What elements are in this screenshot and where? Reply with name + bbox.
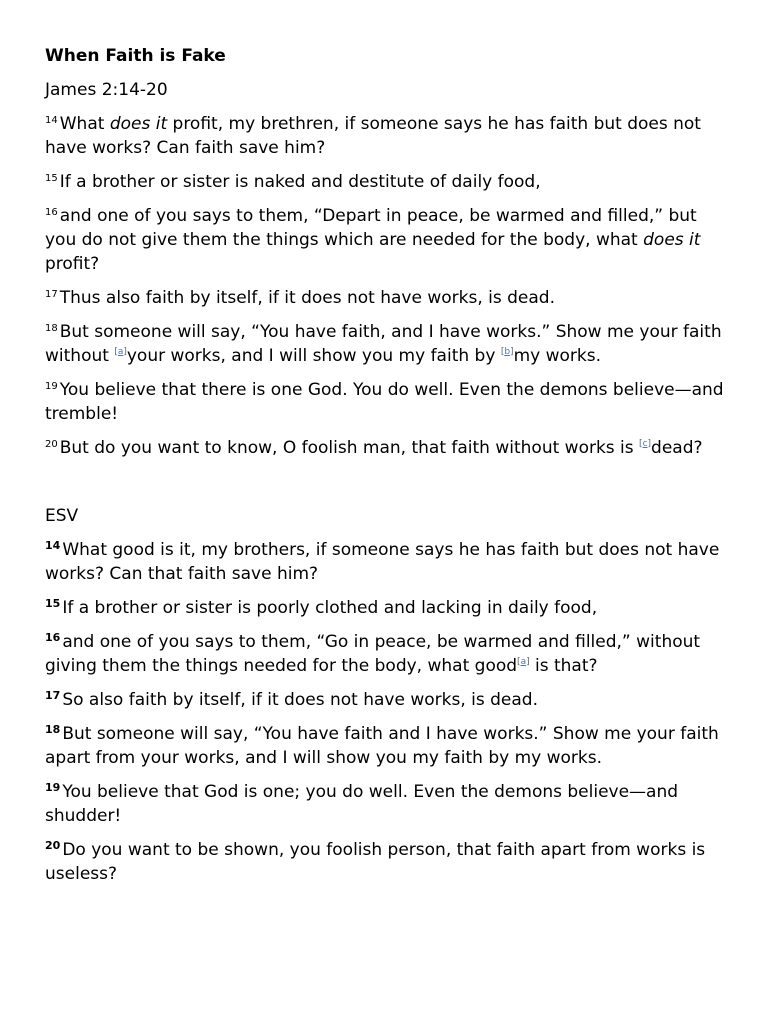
verse-number: 15 — [45, 597, 61, 610]
verse-number: 16 — [45, 631, 61, 644]
verse-number: 18 — [45, 323, 58, 334]
verse-italic-text: does it — [643, 230, 701, 250]
verse-text: If a brother or sister is poorly clothed and lacking in daily food, — [62, 598, 598, 618]
verse-italic-text: does it — [109, 114, 168, 134]
verse-text: is that? — [529, 656, 598, 676]
verse-number: 15 — [45, 173, 58, 184]
esv-verse-17 — [45, 688, 728, 712]
verse-text: profit, my brethren, if someone says he has faith but does not have works? Can faith save him? — [45, 114, 701, 158]
verse-text: But do you want to know, O foolish man, that faith without works is — [59, 438, 640, 458]
verse-text: dead? — [651, 438, 703, 458]
verse-text: You believe that God is one; you do well. Even the demons believe—and shudder! — [45, 782, 679, 826]
verse-text: So also faith by itself, if it does not have works, is dead. — [62, 690, 538, 710]
verse-text: Thus also faith by itself, if it does not have works, is dead. — [59, 288, 556, 308]
esv-label: ESV — [45, 506, 79, 526]
verse-text: If a brother or sister is naked and destitute of daily food, — [59, 172, 541, 192]
esv-verse-16 — [45, 630, 728, 678]
nkjv-verse-17 — [45, 286, 728, 310]
verse-text: What — [59, 114, 110, 134]
esv-verse-19 — [45, 780, 728, 828]
verse-text: What good is it, my brothers, if someone says he has faith but does not have works? Can that faith save him? — [45, 540, 720, 584]
esv-verse-20 — [45, 838, 728, 886]
verse-text: But someone will say, “You have faith, and I have works.” Show me your faith without — [45, 322, 722, 366]
verse-number: 19 — [45, 781, 61, 794]
verse-number: 17 — [45, 289, 58, 300]
esv-verse-18 — [45, 722, 728, 770]
esv-verse-14 — [45, 538, 728, 586]
verse-number: 17 — [45, 689, 61, 702]
verse-number: 20 — [45, 839, 61, 852]
verse-number: 14 — [45, 115, 58, 126]
verse-text: my works. — [513, 346, 601, 366]
verse-text: You believe that there is one God. You do well. Even the demons believe—and tremble! — [45, 380, 724, 424]
esv-verse-15 — [45, 596, 728, 620]
verse-text: But someone will say, “You have faith and I have works.” Show me your faith apart from your works, and I will show you my faith by my works. — [45, 724, 719, 768]
verse-number: 18 — [45, 723, 61, 736]
nkjv-verse-14 — [45, 112, 728, 160]
verse-number: 20 — [45, 439, 58, 450]
nkjv-verse-18 — [45, 320, 728, 368]
verse-number: 14 — [45, 539, 61, 552]
verse-number: 19 — [45, 381, 58, 392]
footnote-link-c[interactable]: [c] — [639, 439, 652, 449]
nkjv-verse-16 — [45, 204, 728, 276]
verse-text: profit? — [45, 254, 100, 274]
verse-text: Do you want to be shown, you foolish person, that faith apart from works is useless? — [45, 840, 706, 884]
verse-text: your works, and I will show you my faith by — [126, 346, 501, 366]
passage-reference: James 2:14-20 — [45, 80, 168, 100]
verse-number: 16 — [45, 207, 58, 218]
nkjv-verse-15 — [45, 170, 728, 194]
nkjv-verse-19 — [45, 378, 728, 426]
section-spacer — [45, 470, 728, 504]
footnote-link-a[interactable]: [a] — [114, 347, 127, 357]
verse-text: and one of you says to them, “Go in peace, be warmed and filled,” without giving them the things needed for the body, what good — [45, 632, 701, 676]
verse-text: and one of you says to them, “Depart in peace, be warmed and filled,” but you do not give them the things which are needed for the body, what — [45, 206, 697, 250]
footnote-link-a[interactable]: [a] — [517, 657, 530, 667]
footnote-link-b[interactable]: [b] — [500, 347, 514, 357]
nkjv-verse-20 — [45, 436, 728, 460]
document-title: When Faith is Fake — [45, 46, 226, 66]
